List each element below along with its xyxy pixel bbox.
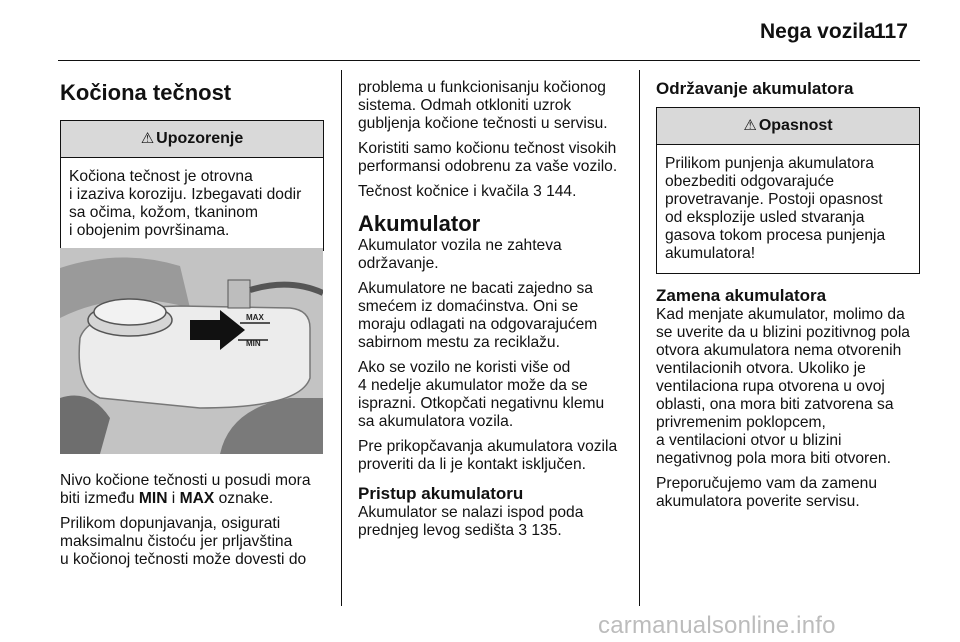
warning-title: Upozorenje — [156, 130, 244, 147]
text-line: ventilaciona rupa otvorena u ovoj — [656, 378, 885, 395]
column-divider-1 — [341, 70, 342, 606]
text-line: akumulatora poverite servisu. — [656, 493, 860, 510]
text-line: održavanje. — [358, 255, 439, 272]
text-line: u kočionoj tečnosti može dovesti do — [60, 551, 307, 568]
text-line: Akumulator se nalazi ispod poda — [358, 504, 584, 521]
paragraph — [358, 359, 628, 431]
text-fragment: oznake. — [214, 490, 274, 507]
watermark: carmanualsonline.info — [598, 612, 836, 639]
text-line: Koristiti samo kočionu tečnost visokih — [358, 140, 617, 157]
text-line: Akumulatore ne bacati zajedno sa — [358, 280, 593, 297]
reservoir-illustration — [60, 248, 323, 454]
header-title: Nega vozila — [760, 20, 876, 43]
page-number: 117 — [874, 20, 908, 43]
section-heading-brake-fluid: Kočiona tečnost — [60, 80, 232, 105]
text-line: se uverite da u blizini pozitivnog pola — [656, 324, 910, 341]
text-line: 4 nedelje akumulator može da se — [358, 377, 588, 394]
text-line: sistema. Odmah otkloniti uzrok — [358, 97, 572, 114]
paragraph — [60, 515, 324, 569]
paragraph — [358, 504, 628, 540]
min-keyword: MIN — [138, 490, 168, 507]
column-3 — [656, 79, 920, 518]
max-label: MAX — [246, 313, 264, 322]
text-line: Ako se vozilo ne koristi više od — [358, 359, 571, 376]
column-divider-2 — [639, 70, 640, 606]
danger-title: Opasnost — [758, 117, 833, 134]
text-line: Akumulator vozila ne zahteva — [358, 237, 562, 254]
text-line: Prilikom dopunjavanja, osigurati — [60, 515, 281, 532]
danger-line: obezbediti odgovarajuće — [665, 173, 835, 190]
warning-header — [61, 121, 323, 158]
paragraph — [656, 306, 920, 468]
warning-line: Kočiona tečnost je otrovna — [69, 168, 253, 185]
paragraph — [358, 237, 628, 273]
text-line: problema u funkcionisanju kočionog — [358, 79, 606, 96]
warning-box — [60, 120, 324, 251]
section-heading-battery: Akumulator — [358, 211, 481, 236]
max-keyword: MAX — [179, 490, 215, 507]
warning-line: i obojenim površinama. — [69, 222, 230, 239]
text-line: gubljenja kočione tečnosti u servisu. — [358, 115, 608, 132]
text-line: performansi odobrenu za vaše vozilo. — [358, 158, 618, 175]
text-line: prednjeg levog sedišta 3 135. — [358, 522, 562, 539]
column-2 — [358, 79, 628, 547]
subheading-battery-access: Pristup akumulatoru — [358, 484, 524, 503]
danger-header — [657, 108, 919, 145]
paragraph — [656, 475, 920, 511]
paragraph — [358, 79, 628, 133]
text-line: sabirnom mestu za reciklažu. — [358, 334, 560, 351]
text-line: negativnog pola mora biti otvoren. — [656, 450, 891, 467]
warning-icon: ⚠ — [140, 130, 155, 147]
danger-line: akumulatora! — [665, 245, 756, 262]
text-line: proveriti da li je kontakt isključen. — [358, 456, 586, 473]
warning-icon: ⚠ — [743, 117, 757, 134]
paragraph — [358, 140, 628, 176]
section-heading-battery-maintenance: Održavanje akumulatora — [656, 79, 854, 98]
text-fragment: i — [167, 490, 180, 507]
text-line: ventilacionih otvora. Ukoliko je — [656, 360, 866, 377]
danger-line: od eksplozije usled stvaranja — [665, 209, 865, 226]
header-rule — [58, 60, 920, 61]
text-line: smećem iz domaćinstva. Oni se — [358, 298, 579, 315]
text-line: Nivo kočione tečnosti u posudi mora — [60, 472, 311, 489]
paragraph — [358, 438, 628, 474]
text-line: Pre prikopčavanja akumulatora vozila — [358, 438, 618, 455]
text-line: Kad menjate akumulator, molimo da — [656, 306, 905, 323]
text-line: Preporučujemo vam da zamenu — [656, 475, 878, 492]
paragraph — [60, 472, 324, 508]
text-line: otvora akumulatora nema otvorenih — [656, 342, 902, 359]
text-line: privremenim poklopcem, — [656, 414, 826, 431]
brake-fluid-reservoir-photo — [60, 248, 323, 454]
danger-line: gasova tokom procesa punjenja — [665, 227, 886, 244]
min-label: MIN — [246, 339, 261, 348]
warning-line: i izaziva koroziju. Izbegavati dodir — [69, 186, 302, 203]
text-line: a ventilacioni otvor u blizini — [656, 432, 842, 449]
text-line: maksimalnu čistoću jer prljavština — [60, 533, 293, 550]
text-line: isprazni. Otkopčati negativnu klemu — [358, 395, 605, 412]
text-line: sa akumulatora vozila. — [358, 413, 514, 430]
column-1 — [60, 80, 324, 251]
column-1-lower — [60, 472, 324, 576]
danger-text — [657, 145, 919, 273]
text-line: oblasti, ona mora biti zatvorena sa — [656, 396, 894, 413]
danger-line: provetravanje. Postoji opasnost — [665, 191, 883, 208]
cross-reference: Tečnost kočnice i kvačila 3 144. — [358, 183, 577, 200]
danger-box — [656, 107, 920, 274]
danger-line: Prilikom punjenja akumulatora — [665, 155, 874, 172]
warning-text — [61, 158, 323, 250]
warning-line: sa očima, kožom, tkaninom — [69, 204, 258, 221]
paragraph — [358, 280, 628, 352]
text-fragment: biti između — [60, 490, 139, 507]
text-line: moraju odlagati na odgovarajućem — [358, 316, 598, 333]
subheading-battery-replacement: Zamena akumulatora — [656, 286, 827, 305]
